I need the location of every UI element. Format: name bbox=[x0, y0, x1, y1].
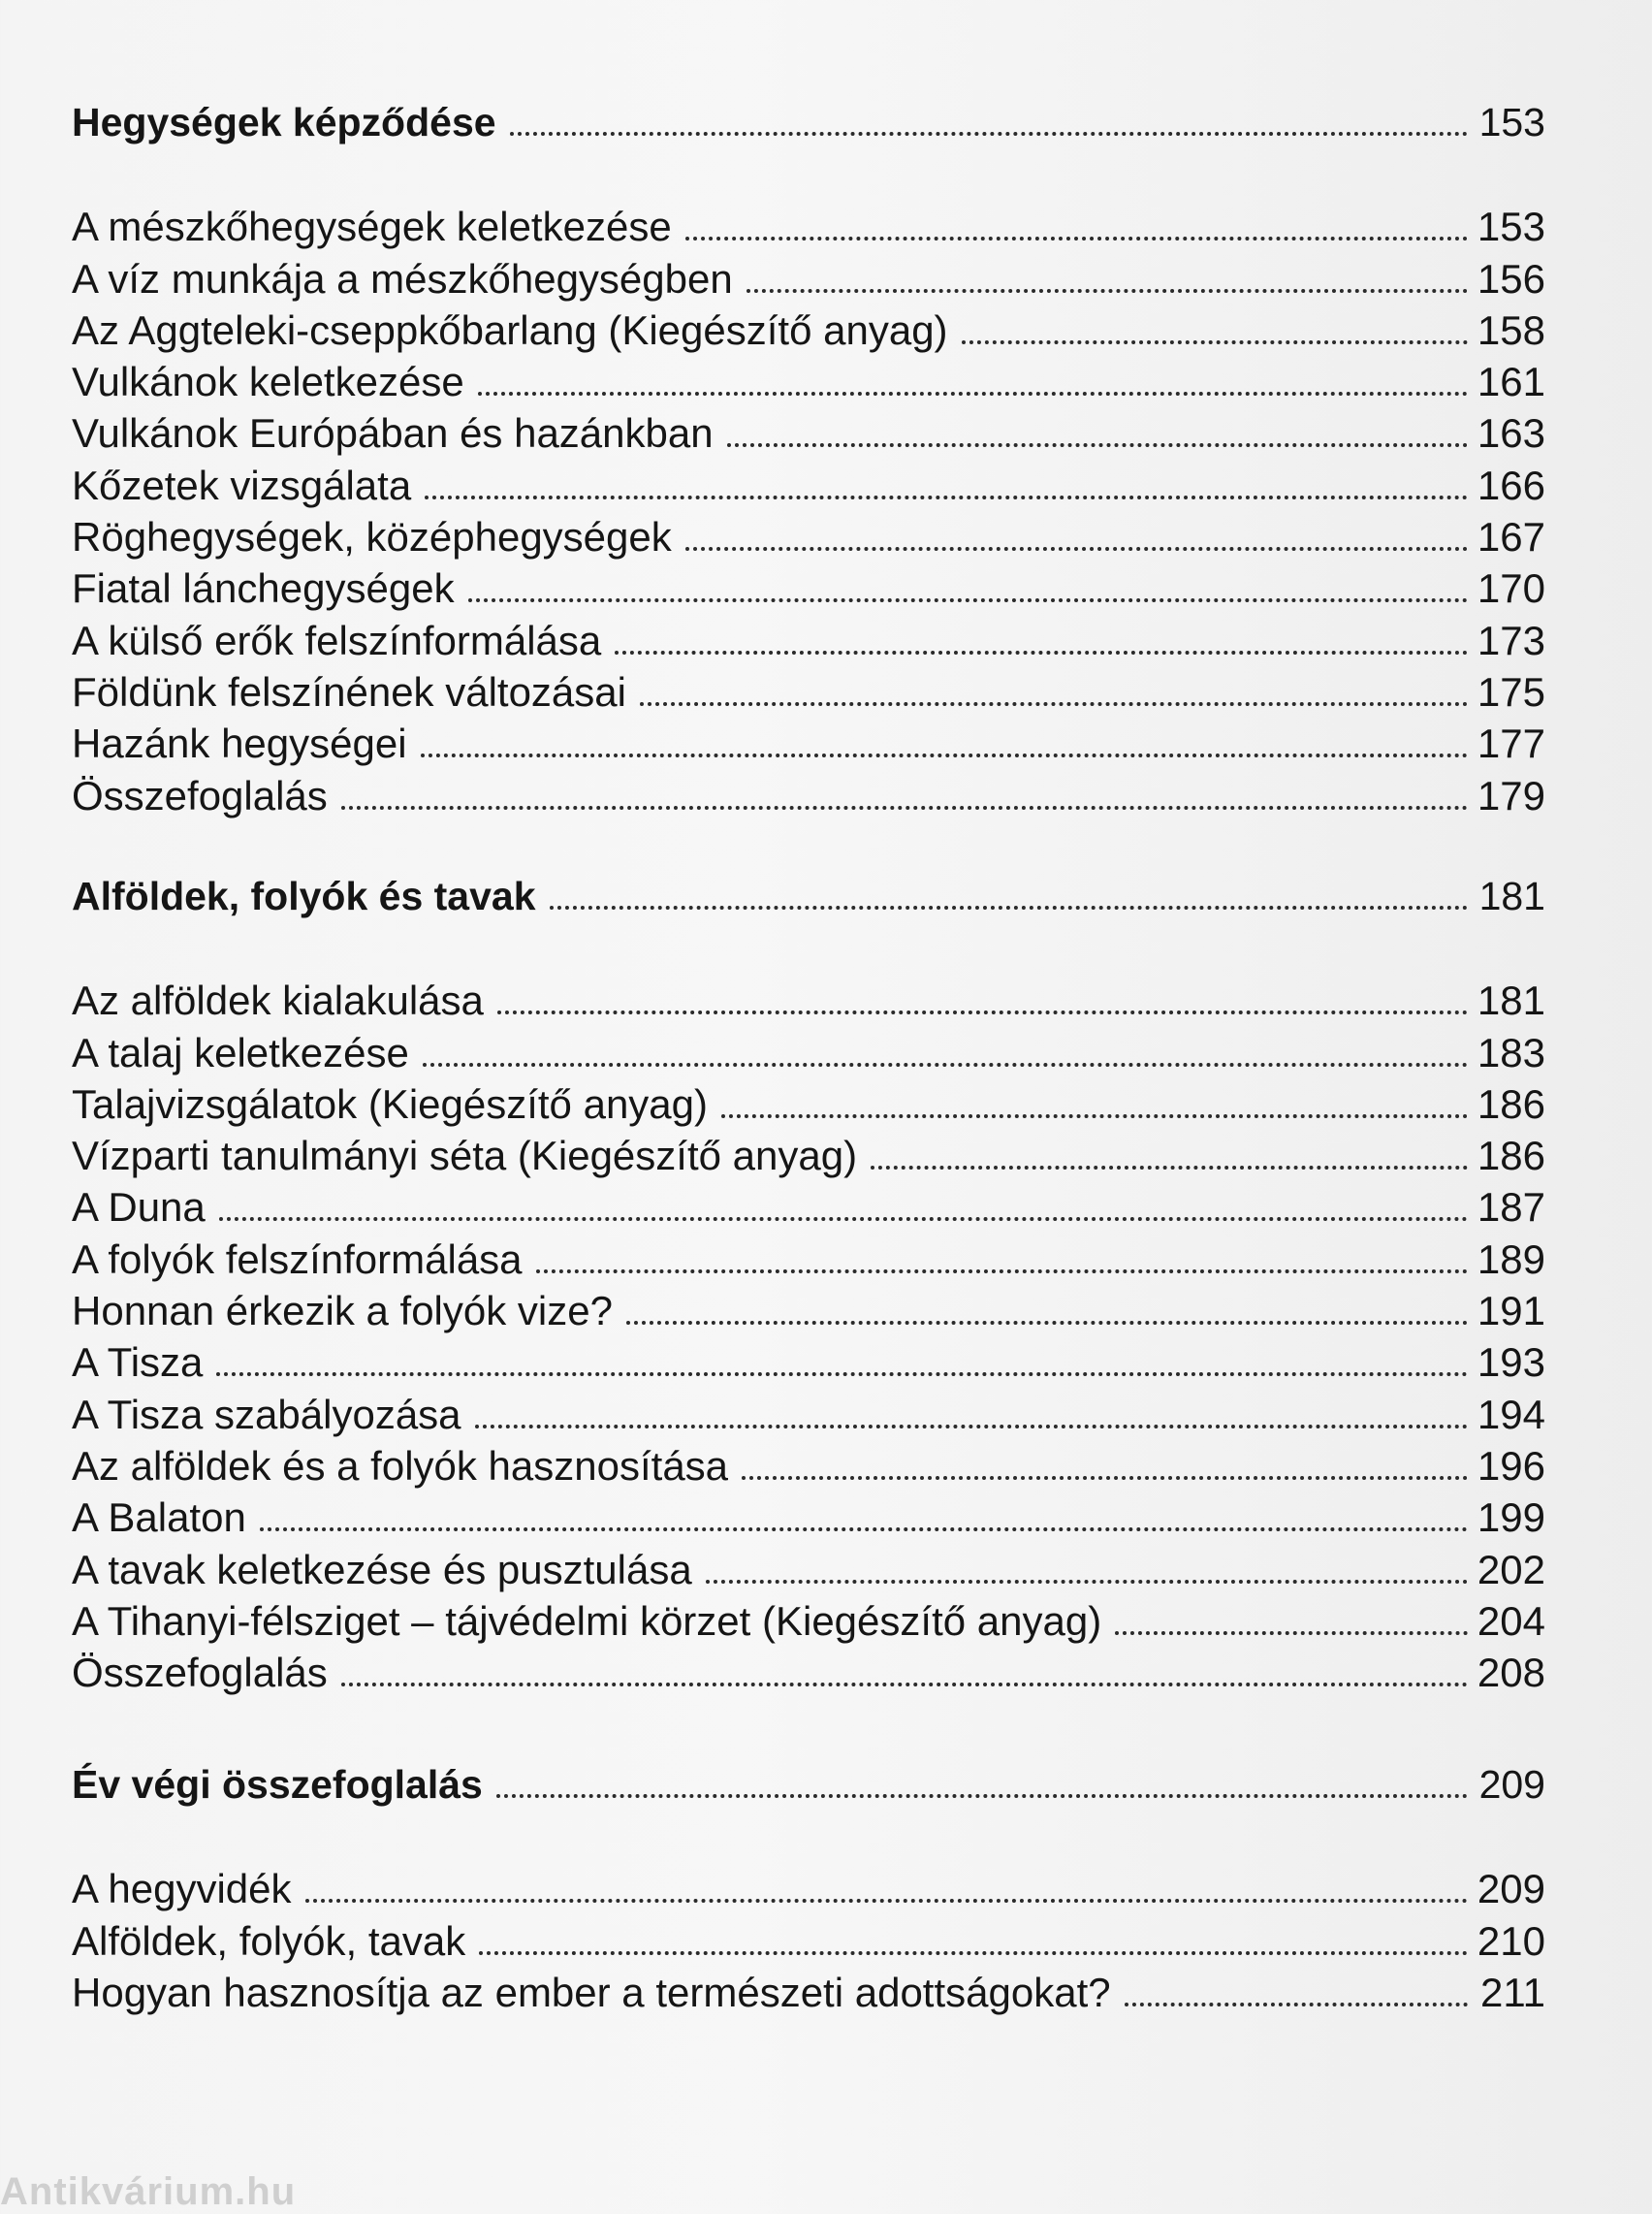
toc-entry-page: 208 bbox=[1477, 1650, 1545, 1696]
toc-entry bbox=[72, 1440, 1545, 1492]
toc-entry bbox=[72, 1967, 1545, 2018]
toc-heading bbox=[72, 1759, 1545, 1811]
dot-leader bbox=[1125, 1993, 1468, 2006]
toc-entry-title: Vulkánok keletkezése bbox=[72, 359, 464, 405]
toc-entry-page: 183 bbox=[1477, 1029, 1545, 1075]
toc-entry bbox=[72, 511, 1545, 562]
toc-entry-page: 193 bbox=[1477, 1339, 1545, 1386]
toc-entry-title: A Tisza bbox=[72, 1339, 204, 1386]
toc-entry-page: 196 bbox=[1477, 1442, 1545, 1489]
toc-entry bbox=[72, 1863, 1545, 1914]
toc-heading-title: Év végi összefoglalás bbox=[72, 1762, 483, 1807]
toc-entry bbox=[72, 1336, 1545, 1388]
dot-leader bbox=[626, 1311, 1468, 1325]
toc-heading-title: Alföldek, folyók és tavak bbox=[72, 874, 536, 918]
dot-leader bbox=[260, 1518, 1468, 1531]
toc-entry-title: A Balaton bbox=[72, 1494, 246, 1541]
toc-entry-title: Talajvizsgálatok (Kiegészítő anyag) bbox=[72, 1080, 709, 1127]
toc-entry bbox=[72, 1544, 1545, 1595]
toc-entry bbox=[72, 1595, 1545, 1647]
toc-entry bbox=[72, 1027, 1545, 1078]
dot-leader bbox=[1115, 1621, 1468, 1635]
toc-entry bbox=[72, 718, 1545, 769]
dot-leader bbox=[742, 1466, 1468, 1480]
toc-entry bbox=[72, 615, 1545, 666]
toc-entry bbox=[72, 460, 1545, 511]
dot-leader bbox=[497, 1001, 1468, 1014]
toc-entry-page: 175 bbox=[1477, 668, 1545, 715]
toc-entry bbox=[72, 1647, 1545, 1698]
toc-entry-title: A folyók felszínformálása bbox=[72, 1235, 523, 1282]
dot-leader bbox=[478, 382, 1468, 396]
toc-entry-title: Összefoglalás bbox=[72, 772, 328, 818]
toc-heading-page: 153 bbox=[1478, 100, 1545, 144]
dot-leader bbox=[747, 279, 1468, 293]
toc-entry-title: Fiatal lánchegységek bbox=[72, 565, 455, 612]
dot-leader bbox=[421, 744, 1468, 757]
toc-entry-page: 156 bbox=[1477, 255, 1545, 302]
toc-entry-page: 189 bbox=[1477, 1235, 1545, 1282]
toc-section-1 bbox=[72, 97, 1545, 821]
toc-entry-title: Hogyan hasznosítja az ember a természeti adottságokat? bbox=[72, 1969, 1111, 2015]
dot-leader bbox=[219, 1207, 1468, 1221]
dot-leader bbox=[536, 1260, 1468, 1273]
toc-entry bbox=[72, 1915, 1545, 1967]
dot-leader bbox=[685, 227, 1468, 241]
toc-entry bbox=[72, 1234, 1545, 1285]
toc-entry-page: 194 bbox=[1477, 1391, 1545, 1437]
toc-entry-page: 191 bbox=[1477, 1288, 1545, 1334]
toc-entry-title: Földünk felszínének változásai bbox=[72, 668, 626, 715]
dot-leader bbox=[341, 1673, 1468, 1686]
toc-entry-title: Vulkánok Európában és hazánkban bbox=[72, 410, 714, 457]
toc-entry-page: 187 bbox=[1477, 1184, 1545, 1231]
toc-entry-title: Az Aggteleki-cseppkőbarlang (Kiegészítő anyag) bbox=[72, 306, 948, 353]
toc-entry-page: 211 bbox=[1480, 1969, 1545, 2015]
toc-entry bbox=[72, 1285, 1545, 1336]
dot-leader bbox=[640, 692, 1468, 706]
toc-entry-title: A külső erők felszínformálása bbox=[72, 617, 602, 663]
toc-entry-page: 153 bbox=[1477, 204, 1545, 250]
dot-leader bbox=[496, 1784, 1468, 1798]
toc-entry-title: Az alföldek és a folyók hasznosítása bbox=[72, 1442, 729, 1489]
toc-entry-page: 186 bbox=[1477, 1080, 1545, 1127]
toc-entry-title: Honnan érkezik a folyók vize? bbox=[72, 1288, 613, 1334]
toc-entry-title: Röghegységek, középhegységek bbox=[72, 514, 672, 561]
toc-entry-page: 186 bbox=[1477, 1133, 1545, 1179]
toc-entry bbox=[72, 356, 1545, 407]
toc-entry-page: 177 bbox=[1477, 721, 1545, 767]
toc-entry bbox=[72, 1181, 1545, 1233]
dot-leader bbox=[475, 1415, 1468, 1428]
toc-entry-page: 202 bbox=[1477, 1546, 1545, 1592]
toc-heading-page: 209 bbox=[1478, 1762, 1545, 1807]
toc-entry bbox=[72, 975, 1545, 1026]
toc-entry-page: 158 bbox=[1477, 306, 1545, 353]
dot-leader bbox=[341, 796, 1468, 810]
toc-section-2 bbox=[72, 871, 1545, 1698]
toc-entry-page: 210 bbox=[1477, 1917, 1545, 1964]
toc-entry bbox=[72, 1492, 1545, 1543]
dot-leader bbox=[425, 486, 1468, 499]
dot-leader bbox=[706, 1570, 1468, 1584]
dot-leader bbox=[727, 433, 1468, 447]
toc-entry-title: A hegyvidék bbox=[72, 1866, 292, 1912]
toc-entry-page: 166 bbox=[1477, 462, 1545, 508]
dot-leader bbox=[550, 896, 1468, 910]
toc-entry bbox=[72, 1130, 1545, 1181]
toc-entry bbox=[72, 562, 1545, 614]
toc-entry-page: 179 bbox=[1477, 772, 1545, 818]
dot-leader bbox=[685, 537, 1468, 551]
toc-entry-title: Alföldek, folyók, tavak bbox=[72, 1917, 466, 1964]
toc-entry-title: Hazánk hegységei bbox=[72, 721, 407, 767]
toc-entry-title: A víz munkája a mészkőhegységben bbox=[72, 255, 733, 302]
toc-entry-title: Az alföldek kialakulása bbox=[72, 978, 484, 1024]
dot-leader bbox=[962, 331, 1468, 344]
toc-entry-title: Vízparti tanulmányi séta (Kiegészítő anyag) bbox=[72, 1133, 858, 1179]
toc-entry bbox=[72, 305, 1545, 356]
toc-heading-page: 181 bbox=[1478, 874, 1545, 918]
toc-entry bbox=[72, 770, 1545, 821]
toc-section-3 bbox=[72, 1759, 1545, 2018]
toc-entry bbox=[72, 1389, 1545, 1440]
dot-leader bbox=[721, 1105, 1468, 1118]
toc-entry-title: Összefoglalás bbox=[72, 1650, 328, 1696]
toc-entry-title: A Tisza szabályozása bbox=[72, 1391, 461, 1437]
dot-leader bbox=[216, 1363, 1468, 1376]
toc-entry bbox=[72, 407, 1545, 459]
toc-entry-title: A talaj keletkezése bbox=[72, 1029, 409, 1075]
toc-entry bbox=[72, 253, 1545, 305]
dot-leader bbox=[615, 641, 1468, 655]
toc-entry bbox=[72, 1078, 1545, 1130]
toc-heading bbox=[72, 97, 1545, 148]
toc-entry-title: A tavak keletkezése és pusztulása bbox=[72, 1546, 692, 1592]
toc-entry-page: 199 bbox=[1477, 1494, 1545, 1541]
dot-leader bbox=[510, 122, 1468, 136]
dot-leader bbox=[871, 1156, 1468, 1170]
toc-heading bbox=[72, 871, 1545, 922]
toc-entry bbox=[72, 666, 1545, 718]
toc-entry-page: 161 bbox=[1477, 359, 1545, 405]
toc-entry-title: A Tihanyi-félsziget – tájvédelmi körzet (Kiegészítő anyag) bbox=[72, 1597, 1102, 1644]
toc-entry-page: 167 bbox=[1477, 514, 1545, 561]
dot-leader bbox=[305, 1889, 1468, 1903]
dot-leader bbox=[468, 589, 1468, 602]
toc-entry-title: Kőzetek vizsgálata bbox=[72, 462, 412, 508]
toc-entry-title: A Duna bbox=[72, 1184, 206, 1231]
toc-entry bbox=[72, 201, 1545, 252]
toc-entry-page: 173 bbox=[1477, 617, 1545, 663]
dot-leader bbox=[423, 1053, 1468, 1067]
toc-entry-title: A mészkőhegységek keletkezése bbox=[72, 204, 672, 250]
toc-entry-page: 204 bbox=[1477, 1597, 1545, 1644]
toc-entry-page: 170 bbox=[1477, 565, 1545, 612]
dot-leader bbox=[479, 1941, 1468, 1955]
toc-entry-page: 181 bbox=[1477, 978, 1545, 1024]
toc-heading-title: Hegységek képződése bbox=[72, 100, 496, 144]
toc-entry-page: 209 bbox=[1477, 1866, 1545, 1912]
toc-entry-page: 163 bbox=[1477, 410, 1545, 457]
watermark-logo: Antikvárium.hu bbox=[0, 2170, 297, 2213]
